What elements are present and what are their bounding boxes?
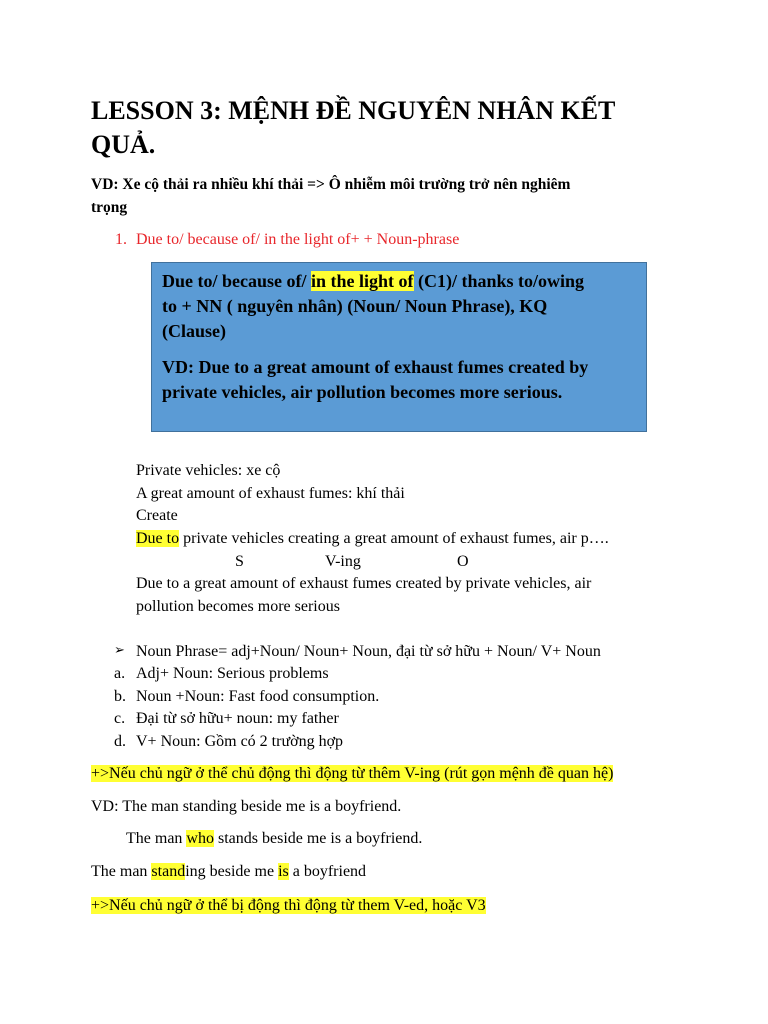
label-v-ing: V-ing (325, 553, 361, 570)
page-title-line-2: QUẢ. (91, 130, 156, 159)
example-2-part-b: stands beside me is a boyfriend. (213, 830, 423, 847)
highlight-is: is (278, 863, 289, 880)
list-item-heading: Due to/ because of/ in the light of+ + Noun-phrase (136, 231, 460, 248)
highlight-who: who (186, 830, 214, 847)
box-example-line-2: private vehicles, air pollution becomes more serious. (162, 382, 563, 402)
list-item-d: V+ Noun: Gồm có 2 trường hợp (136, 733, 344, 750)
list-marker-d: d. (114, 733, 126, 750)
vd-intro-line-1: VD: Xe cộ thải ra nhiều khí thải => Ô nhiễm môi trường trở nên nghiêm (91, 176, 571, 193)
example-reduced-clause (91, 861, 366, 883)
list-marker-c: c. (114, 710, 126, 727)
label-s: S (235, 553, 244, 570)
note-private-vehicles: Private vehicles: xe cộ (136, 462, 281, 479)
box-example-line-1: VD: Due to a great amount of exhaust fumes created by (162, 357, 589, 377)
box-highlight-in-the-light-of: in the light of (310, 271, 414, 291)
example-3-part-c: a boyfriend (288, 863, 367, 880)
note-due-to-sentence (136, 528, 609, 550)
noun-phrase-definition: Noun Phrase= adj+Noun/ Noun+ Noun, đại từ sở hữu + Noun/ V+ Noun (136, 643, 601, 660)
rule-active-voice-text: +>Nếu chủ ngữ ở thể chủ động thì động từ thêm V-ing (rút gọn mệnh đề quan hệ) (91, 765, 614, 782)
note-due-to-rest: private vehicles creating a great amount of exhaust fumes, air p…. (179, 530, 609, 547)
vd-intro-line-2: trọng (91, 199, 128, 216)
highlight-stand: stand (151, 863, 186, 880)
note-full-sentence-line-2: pollution becomes more serious (136, 598, 340, 615)
box-line-1-a: Due to/ because of/ (162, 271, 311, 291)
box-line-2: to + NN ( nguyên nhân) (Noun/ Noun Phrase), KQ (162, 296, 548, 316)
note-full-sentence-line-1: Due to a great amount of exhaust fumes created by private vehicles, air (136, 575, 592, 592)
rule-active-voice (91, 763, 613, 785)
definition-box (151, 262, 647, 432)
arrow-bullet-icon: ➢ (114, 643, 125, 658)
page-title-line-1: LESSON 3: MỆNH ĐỀ NGUYÊN NHÂN KẾT (91, 96, 616, 125)
list-item-number: 1. (115, 231, 127, 248)
note-exhaust-fumes: A great amount of exhaust fumes: khí thải (136, 485, 405, 502)
example-2-part-a: The man (126, 830, 187, 847)
box-line-1-b: (C1)/ thanks to/owing (413, 271, 585, 291)
list-item-b: Noun +Noun: Fast food consumption. (136, 688, 380, 705)
highlight-due-to: Due to (136, 530, 180, 547)
example-3-part-b: ing beside me (185, 863, 279, 880)
box-line-3: (Clause) (162, 321, 226, 341)
example-relative-clause (126, 828, 422, 850)
rule-passive-voice (91, 895, 486, 917)
example-vd: VD: The man standing beside me is a boyfriend. (91, 798, 402, 815)
note-create: Create (136, 507, 178, 524)
list-item-a: Adj+ Noun: Serious problems (136, 665, 329, 682)
label-o: O (457, 553, 469, 570)
list-marker-a: a. (114, 665, 126, 682)
list-marker-b: b. (114, 688, 126, 705)
example-3-part-a: The man (91, 863, 152, 880)
list-item-c: Đại từ sở hữu+ noun: my father (136, 710, 339, 727)
rule-passive-voice-text: +>Nếu chủ ngữ ở thể bị động thì động từ them V-ed, hoặc V3 (91, 897, 486, 914)
box-line-1 (162, 269, 584, 294)
